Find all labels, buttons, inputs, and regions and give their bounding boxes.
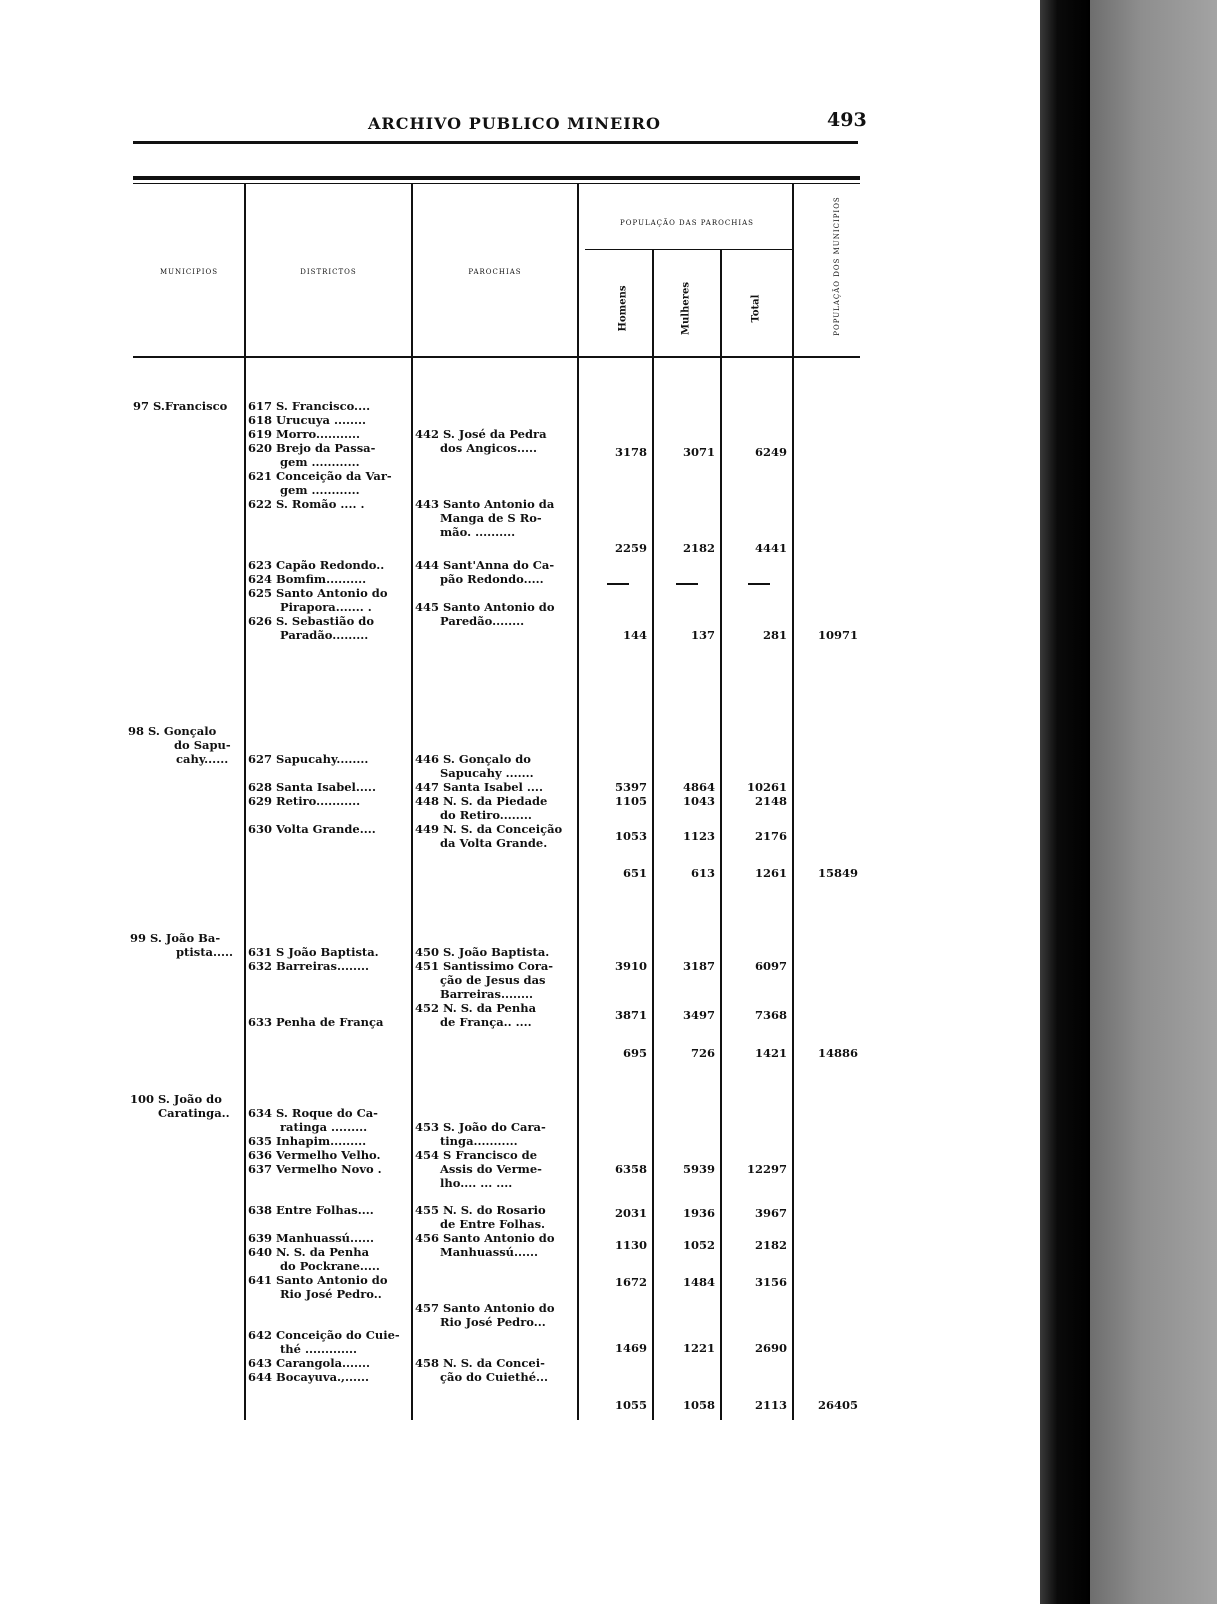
distrito-line: 635 Inhapim......... — [248, 1134, 367, 1148]
homens-value: 2031 — [614, 1206, 647, 1220]
col-header-populacao-municipios: POPULAÇÃO DOS MUNICIPIOS — [833, 196, 841, 336]
municipio-line: 100 S. João do — [130, 1092, 222, 1106]
parochia-line: ção de Jesus das — [440, 973, 546, 987]
total-value: 2690 — [754, 1341, 787, 1355]
parochia-line: 453 S. João do Cara- — [415, 1120, 546, 1134]
parochia-line: dos Angicos..... — [440, 441, 538, 455]
distrito-line: 641 Santo Antonio do — [248, 1273, 388, 1287]
parochia-line: 445 Santo Antonio do — [415, 600, 555, 614]
total-value: 12297 — [746, 1162, 787, 1176]
mulheres-dash — [676, 583, 698, 585]
table-top-rule — [133, 176, 860, 180]
distrito-line: 637 Vermelho Novo . — [248, 1162, 382, 1176]
homens-value: 695 — [622, 1046, 647, 1060]
homens-value: 3871 — [614, 1008, 647, 1022]
total-value: 1421 — [754, 1046, 787, 1060]
homens-value: 3178 — [614, 445, 647, 459]
parochia-line: 456 Santo Antonio do — [415, 1231, 555, 1245]
col-divider-5 — [720, 250, 722, 1420]
total-value: 1261 — [754, 866, 787, 880]
parochia-line: mão. .......... — [440, 525, 516, 539]
distrito-line: 629 Retiro........... — [248, 794, 361, 808]
total-value: 10261 — [746, 780, 787, 794]
parochia-line: 448 N. S. da Piedade — [415, 794, 548, 808]
col-header-municipios: MUNICIPIOS — [159, 268, 219, 276]
scan-edge-margin — [1090, 0, 1217, 1604]
distrito-line: 643 Carangola....... — [248, 1356, 371, 1370]
parochia-line: 444 Sant'Anna do Ca- — [415, 558, 555, 572]
parochia-line: de França.. .... — [440, 1015, 532, 1029]
parochia-line: do Retiro........ — [440, 808, 532, 822]
parochia-line: 447 Santa Isabel .... — [415, 780, 543, 794]
distrito-line: ratinga ......... — [280, 1120, 368, 1134]
distrito-line: 622 S. Romão .... . — [248, 497, 365, 511]
parochia-line: 443 Santo Antonio da — [415, 497, 555, 511]
mulheres-value: 1484 — [682, 1275, 715, 1289]
header-rule — [133, 141, 858, 144]
distrito-line: 639 Manhuassú...... — [248, 1231, 375, 1245]
mulheres-value: 1043 — [682, 794, 715, 808]
total-value: 2113 — [754, 1398, 787, 1412]
distrito-line: 630 Volta Grande.... — [248, 822, 376, 836]
header-bottom-rule — [133, 356, 860, 358]
distrito-line: do Pockrane..... — [280, 1259, 380, 1273]
distrito-line: 623 Capão Redondo.. — [248, 558, 385, 572]
distrito-line: gem ............ — [280, 455, 360, 469]
col-divider-6 — [792, 184, 794, 1420]
total-value: 6097 — [754, 959, 787, 973]
parochia-line: 452 N. S. da Penha — [415, 1001, 537, 1015]
municipio-line: 97 S.Francisco — [133, 399, 228, 413]
municipio-total: 26405 — [817, 1398, 858, 1412]
distrito-line: 636 Vermelho Velho. — [248, 1148, 381, 1162]
distrito-line: 628 Santa Isabel..... — [248, 780, 376, 794]
municipio-line: Caratinga.. — [158, 1106, 230, 1120]
distrito-line: 632 Barreiras........ — [248, 959, 369, 973]
distrito-line: 627 Sapucahy........ — [248, 752, 369, 766]
distrito-line: 617 S. Francisco.... — [248, 399, 371, 413]
parochia-line: Barreiras........ — [440, 987, 533, 1001]
homens-value: 1055 — [614, 1398, 647, 1412]
total-value: 3156 — [754, 1275, 787, 1289]
col-divider-1 — [244, 184, 246, 1420]
parochia-line: Paredão........ — [440, 614, 525, 628]
parochia-line: 455 N. S. do Rosario — [415, 1203, 546, 1217]
distrito-line: 619 Morro........... — [248, 427, 361, 441]
homens-value: 1053 — [614, 829, 647, 843]
total-value: 281 — [762, 628, 787, 642]
mulheres-value: 1221 — [682, 1341, 715, 1355]
homens-value: 1469 — [614, 1341, 647, 1355]
municipio-line: 98 S. Gonçalo — [128, 724, 217, 738]
mulheres-value: 3071 — [682, 445, 715, 459]
distrito-line: 621 Conceição da Var- — [248, 469, 392, 483]
parochia-line: Manhuassú...... — [440, 1245, 539, 1259]
homens-value: 1105 — [614, 794, 647, 808]
distrito-line: Rio José Pedro.. — [280, 1287, 382, 1301]
distrito-line: 642 Conceição do Cuie- — [248, 1328, 400, 1342]
distrito-line: 624 Bomfim.......... — [248, 572, 367, 586]
col-header-mulheres: Mulheres — [680, 281, 692, 336]
parochia-line: Sapucahy ....... — [440, 766, 534, 780]
col-header-homens: Homens — [617, 285, 629, 332]
total-value: 4441 — [754, 541, 787, 555]
total-value: 2148 — [754, 794, 787, 808]
distrito-line: 640 N. S. da Penha — [248, 1245, 370, 1259]
mulheres-value: 1123 — [682, 829, 715, 843]
mulheres-value: 1052 — [682, 1238, 715, 1252]
mulheres-value: 5939 — [682, 1162, 715, 1176]
mulheres-value: 3187 — [682, 959, 715, 973]
total-value: 7368 — [754, 1008, 787, 1022]
parochia-line: Rio José Pedro... — [440, 1315, 546, 1329]
parochia-line: 449 N. S. da Conceição — [415, 822, 563, 836]
distrito-line: 634 S. Roque do Ca- — [248, 1106, 378, 1120]
homens-value: 144 — [622, 628, 647, 642]
subheader-rule — [585, 249, 793, 250]
distrito-line: 638 Entre Folhas.... — [248, 1203, 374, 1217]
col-divider-2 — [411, 184, 413, 1420]
homens-value: 651 — [622, 866, 647, 880]
parochia-line: 457 Santo Antonio do — [415, 1301, 555, 1315]
parochia-line: 450 S. João Baptista. — [415, 945, 550, 959]
parochia-line: da Volta Grande. — [440, 836, 548, 850]
mulheres-value: 137 — [690, 628, 715, 642]
col-header-total: Total — [750, 294, 762, 323]
col-header-parochias: PAROCHIAS — [468, 268, 522, 276]
running-title: ARCHIVO PUBLICO MINEIRO — [368, 114, 661, 133]
total-value: 6249 — [754, 445, 787, 459]
municipio-total: 15849 — [817, 866, 858, 880]
total-dash — [748, 583, 770, 585]
distrito-line: gem ............ — [280, 483, 360, 497]
parochia-line: 442 S. José da Pedra — [415, 427, 547, 441]
parochia-line: ção do Cuiethé... — [440, 1370, 549, 1384]
parochia-line: 451 Santissimo Cora- — [415, 959, 554, 973]
parochia-line: Manga de S Ro- — [440, 511, 542, 525]
table-top-rule-thin — [133, 183, 860, 184]
homens-value: 6358 — [614, 1162, 647, 1176]
mulheres-value: 1058 — [682, 1398, 715, 1412]
municipio-line: cahy...... — [176, 752, 229, 766]
col-header-districtos: DISTRICTOS — [300, 268, 357, 276]
parochia-line: tinga........... — [440, 1134, 518, 1148]
parochia-line: de Entre Folhas. — [440, 1217, 546, 1231]
distrito-line: Pirapora....... . — [280, 600, 372, 614]
total-value: 2182 — [754, 1238, 787, 1252]
parochia-line: pão Redondo..... — [440, 572, 544, 586]
homens-value: 5397 — [614, 780, 647, 794]
parochia-line: 454 S Francisco de — [415, 1148, 538, 1162]
mulheres-value: 726 — [690, 1046, 715, 1060]
distrito-line: thé ............. — [280, 1342, 358, 1356]
distrito-line: 618 Urucuya ........ — [248, 413, 366, 427]
total-value: 3967 — [754, 1206, 787, 1220]
parochia-line: Assis do Verme- — [440, 1162, 542, 1176]
mulheres-value: 1936 — [682, 1206, 715, 1220]
col-divider-3 — [577, 184, 579, 1420]
homens-value: 3910 — [614, 959, 647, 973]
distrito-line: 620 Brejo da Passa- — [248, 441, 376, 455]
homens-dash — [607, 583, 629, 585]
distrito-line: 626 S. Sebastião do — [248, 614, 375, 628]
mulheres-value: 613 — [690, 866, 715, 880]
mulheres-value: 3497 — [682, 1008, 715, 1022]
municipio-line: 99 S. João Ba- — [130, 931, 221, 945]
parochia-line: 458 N. S. da Concei- — [415, 1356, 545, 1370]
municipio-total: 10971 — [817, 628, 858, 642]
total-value: 2176 — [754, 829, 787, 843]
homens-value: 1672 — [614, 1275, 647, 1289]
distrito-line: 644 Bocayuva.,...... — [248, 1370, 370, 1384]
parochia-line: lho.... ... .... — [440, 1176, 513, 1190]
col-divider-4 — [652, 250, 654, 1420]
scan-edge-shadow — [1040, 0, 1090, 1604]
mulheres-value: 2182 — [682, 541, 715, 555]
municipio-total: 14886 — [817, 1046, 858, 1060]
distrito-line: 625 Santo Antonio do — [248, 586, 388, 600]
homens-value: 2259 — [614, 541, 647, 555]
homens-value: 1130 — [614, 1238, 647, 1252]
municipio-line: do Sapu- — [174, 738, 231, 752]
col-header-populacao-parochias: POPULAÇÃO DAS PAROCHIAS — [620, 219, 754, 227]
parochia-line: 446 S. Gonçalo do — [415, 752, 531, 766]
distrito-line: Paradão......... — [280, 628, 369, 642]
distrito-line: 631 S João Baptista. — [248, 945, 379, 959]
mulheres-value: 4864 — [682, 780, 715, 794]
distrito-line: 633 Penha de França — [248, 1015, 384, 1029]
page-number: 493 — [827, 109, 867, 131]
municipio-line: ptista..... — [176, 945, 233, 959]
